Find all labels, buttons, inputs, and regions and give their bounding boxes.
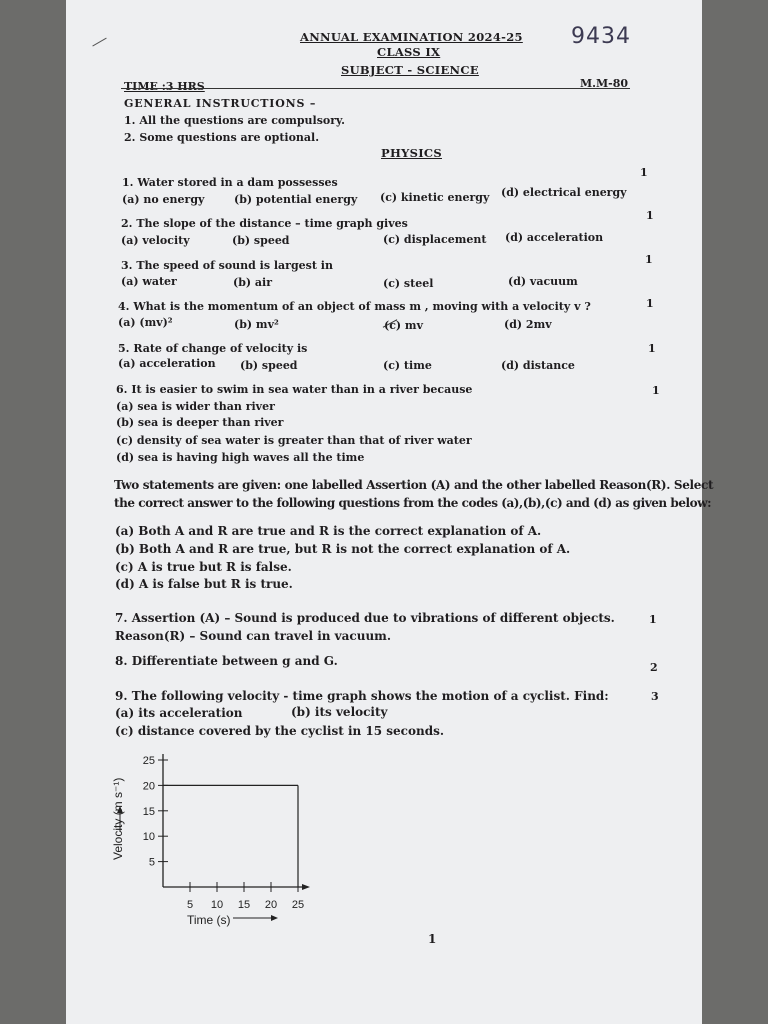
- y-axis-label: Velocity (m s⁻¹): [111, 777, 125, 860]
- q2-option-d: (d) acceleration: [505, 231, 604, 244]
- question-8: 8. Differentiate between g and G.: [115, 654, 338, 668]
- instruction-2: 2. Some questions are optional.: [124, 131, 320, 144]
- y-tick-label: 20: [142, 780, 155, 793]
- instructions-title: GENERAL INSTRUCTIONS –: [124, 97, 317, 110]
- question-4: 4. What is the momentum of an object of mass m , moving with a velocity v ?: [118, 300, 591, 313]
- question-6: 6. It is easier to swim in sea water than in a river because: [116, 383, 473, 396]
- instruction-1: 1. All the questions are compulsory.: [124, 114, 346, 127]
- x-tick-label: 20: [264, 899, 278, 911]
- q9-part-b: (b) its velocity: [291, 705, 388, 719]
- q4-option-b: (b) mv²: [234, 318, 279, 331]
- q1-option-a: (a) no energy: [122, 193, 205, 206]
- handwritten-code: 9434: [571, 24, 631, 49]
- q9-part-a: (a) its acceleration: [115, 706, 243, 720]
- marks-4: 1: [646, 297, 654, 310]
- q1-option-c: (c) kinetic energy: [380, 191, 490, 204]
- x-label-arrow-head: [271, 915, 278, 921]
- question-1: 1. Water stored in a dam possesses: [122, 176, 338, 189]
- x-tick-label: 15: [237, 899, 251, 911]
- q6-option-b: (b) sea is deeper than river: [116, 416, 284, 429]
- exam-title: ANNUAL EXAMINATION 2024-25: [300, 30, 523, 44]
- page-number: 1: [428, 932, 437, 946]
- q5-option-d: (d) distance: [501, 359, 575, 372]
- question-9: 9. The following velocity - time graph shows the motion of a cyclist. Find:: [115, 689, 609, 703]
- question-2: 2. The slope of the distance – time graph gives: [121, 217, 408, 230]
- marks-3: 1: [645, 253, 653, 266]
- assertion-intro-line-2: the correct answer to the following questions from the codes (a),(b),(c) and (d) as given below:: [114, 496, 712, 510]
- q4-option-c: (c) mv: [384, 319, 423, 332]
- q6-option-a: (a) sea is wider than river: [116, 400, 275, 413]
- q2-option-a: (a) velocity: [121, 234, 190, 247]
- marks-8: 2: [650, 661, 658, 674]
- code-b: (b) Both A and R are true, but R is not the correct explanation of A.: [115, 542, 571, 556]
- x-axis-label: Time (s): [187, 913, 231, 927]
- class-label: CLASS IX: [377, 45, 441, 59]
- y-tick-label: 25: [142, 755, 155, 767]
- q5-option-c: (c) time: [383, 359, 432, 372]
- marks-1: 1: [640, 166, 648, 179]
- header-rule: [121, 88, 630, 89]
- x-tick-label: 25: [291, 899, 305, 911]
- q9-part-c: (c) distance covered by the cyclist in 15 seconds.: [115, 724, 445, 738]
- question-3: 3. The speed of sound is largest in: [121, 259, 333, 272]
- q6-option-d: (d) sea is having high waves all the time: [116, 451, 365, 464]
- velocity-time-graph: [100, 750, 330, 935]
- question-7-reason: Reason(R) – Sound can travel in vacuum.: [115, 629, 392, 643]
- q5-option-b: (b) speed: [240, 359, 298, 372]
- q4-option-d: (d) 2mv: [504, 318, 552, 331]
- marks-7: 1: [649, 613, 657, 626]
- code-a: (a) Both A and R are true and R is the correct explanation of A.: [115, 524, 542, 538]
- assertion-intro-line-1: Two statements are given: one labelled Assertion (A) and the other labelled Reason(R). Select: [114, 478, 714, 492]
- y-tick-label: 10: [142, 831, 155, 844]
- time-label: TIME :3 HRS: [124, 80, 205, 93]
- marks-9: 3: [651, 690, 659, 703]
- q3-option-b: (b) air: [233, 276, 273, 289]
- question-7-assertion: 7. Assertion (A) – Sound is produced due to vibrations of different objects.: [115, 611, 615, 625]
- q4-option-a: (a) (mv)²: [118, 316, 173, 329]
- y-tick-label: 5: [148, 856, 155, 869]
- x-axis-arrow: [302, 884, 310, 890]
- section-title: PHYSICS: [381, 146, 442, 160]
- q3-option-a: (a) water: [121, 275, 177, 288]
- y-tick-label: 15: [142, 805, 155, 818]
- marks-2: 1: [646, 209, 654, 222]
- marks-5: 1: [648, 342, 656, 355]
- q1-option-b: (b) potential energy: [234, 193, 358, 206]
- max-marks: M.M-80: [580, 77, 629, 90]
- q3-option-d: (d) vacuum: [508, 275, 578, 288]
- q1-option-d: (d) electrical energy: [501, 186, 627, 199]
- q6-option-c: (c) density of sea water is greater than that of river water: [116, 434, 472, 447]
- x-tick-label: 5: [186, 899, 194, 911]
- subject-label: SUBJECT - SCIENCE: [341, 63, 479, 77]
- q3-option-c: (c) steel: [383, 277, 434, 290]
- q2-option-b: (b) speed: [232, 234, 290, 247]
- code-c: (c) A is true but R is false.: [115, 560, 292, 574]
- question-5: 5. Rate of change of velocity is: [118, 342, 308, 355]
- code-d: (d) A is false but R is true.: [115, 577, 293, 591]
- q5-option-a: (a) acceleration: [118, 357, 216, 370]
- x-tick-label: 10: [210, 899, 224, 911]
- marks-6: 1: [652, 384, 660, 397]
- q2-option-c: (c) displacement: [383, 233, 487, 246]
